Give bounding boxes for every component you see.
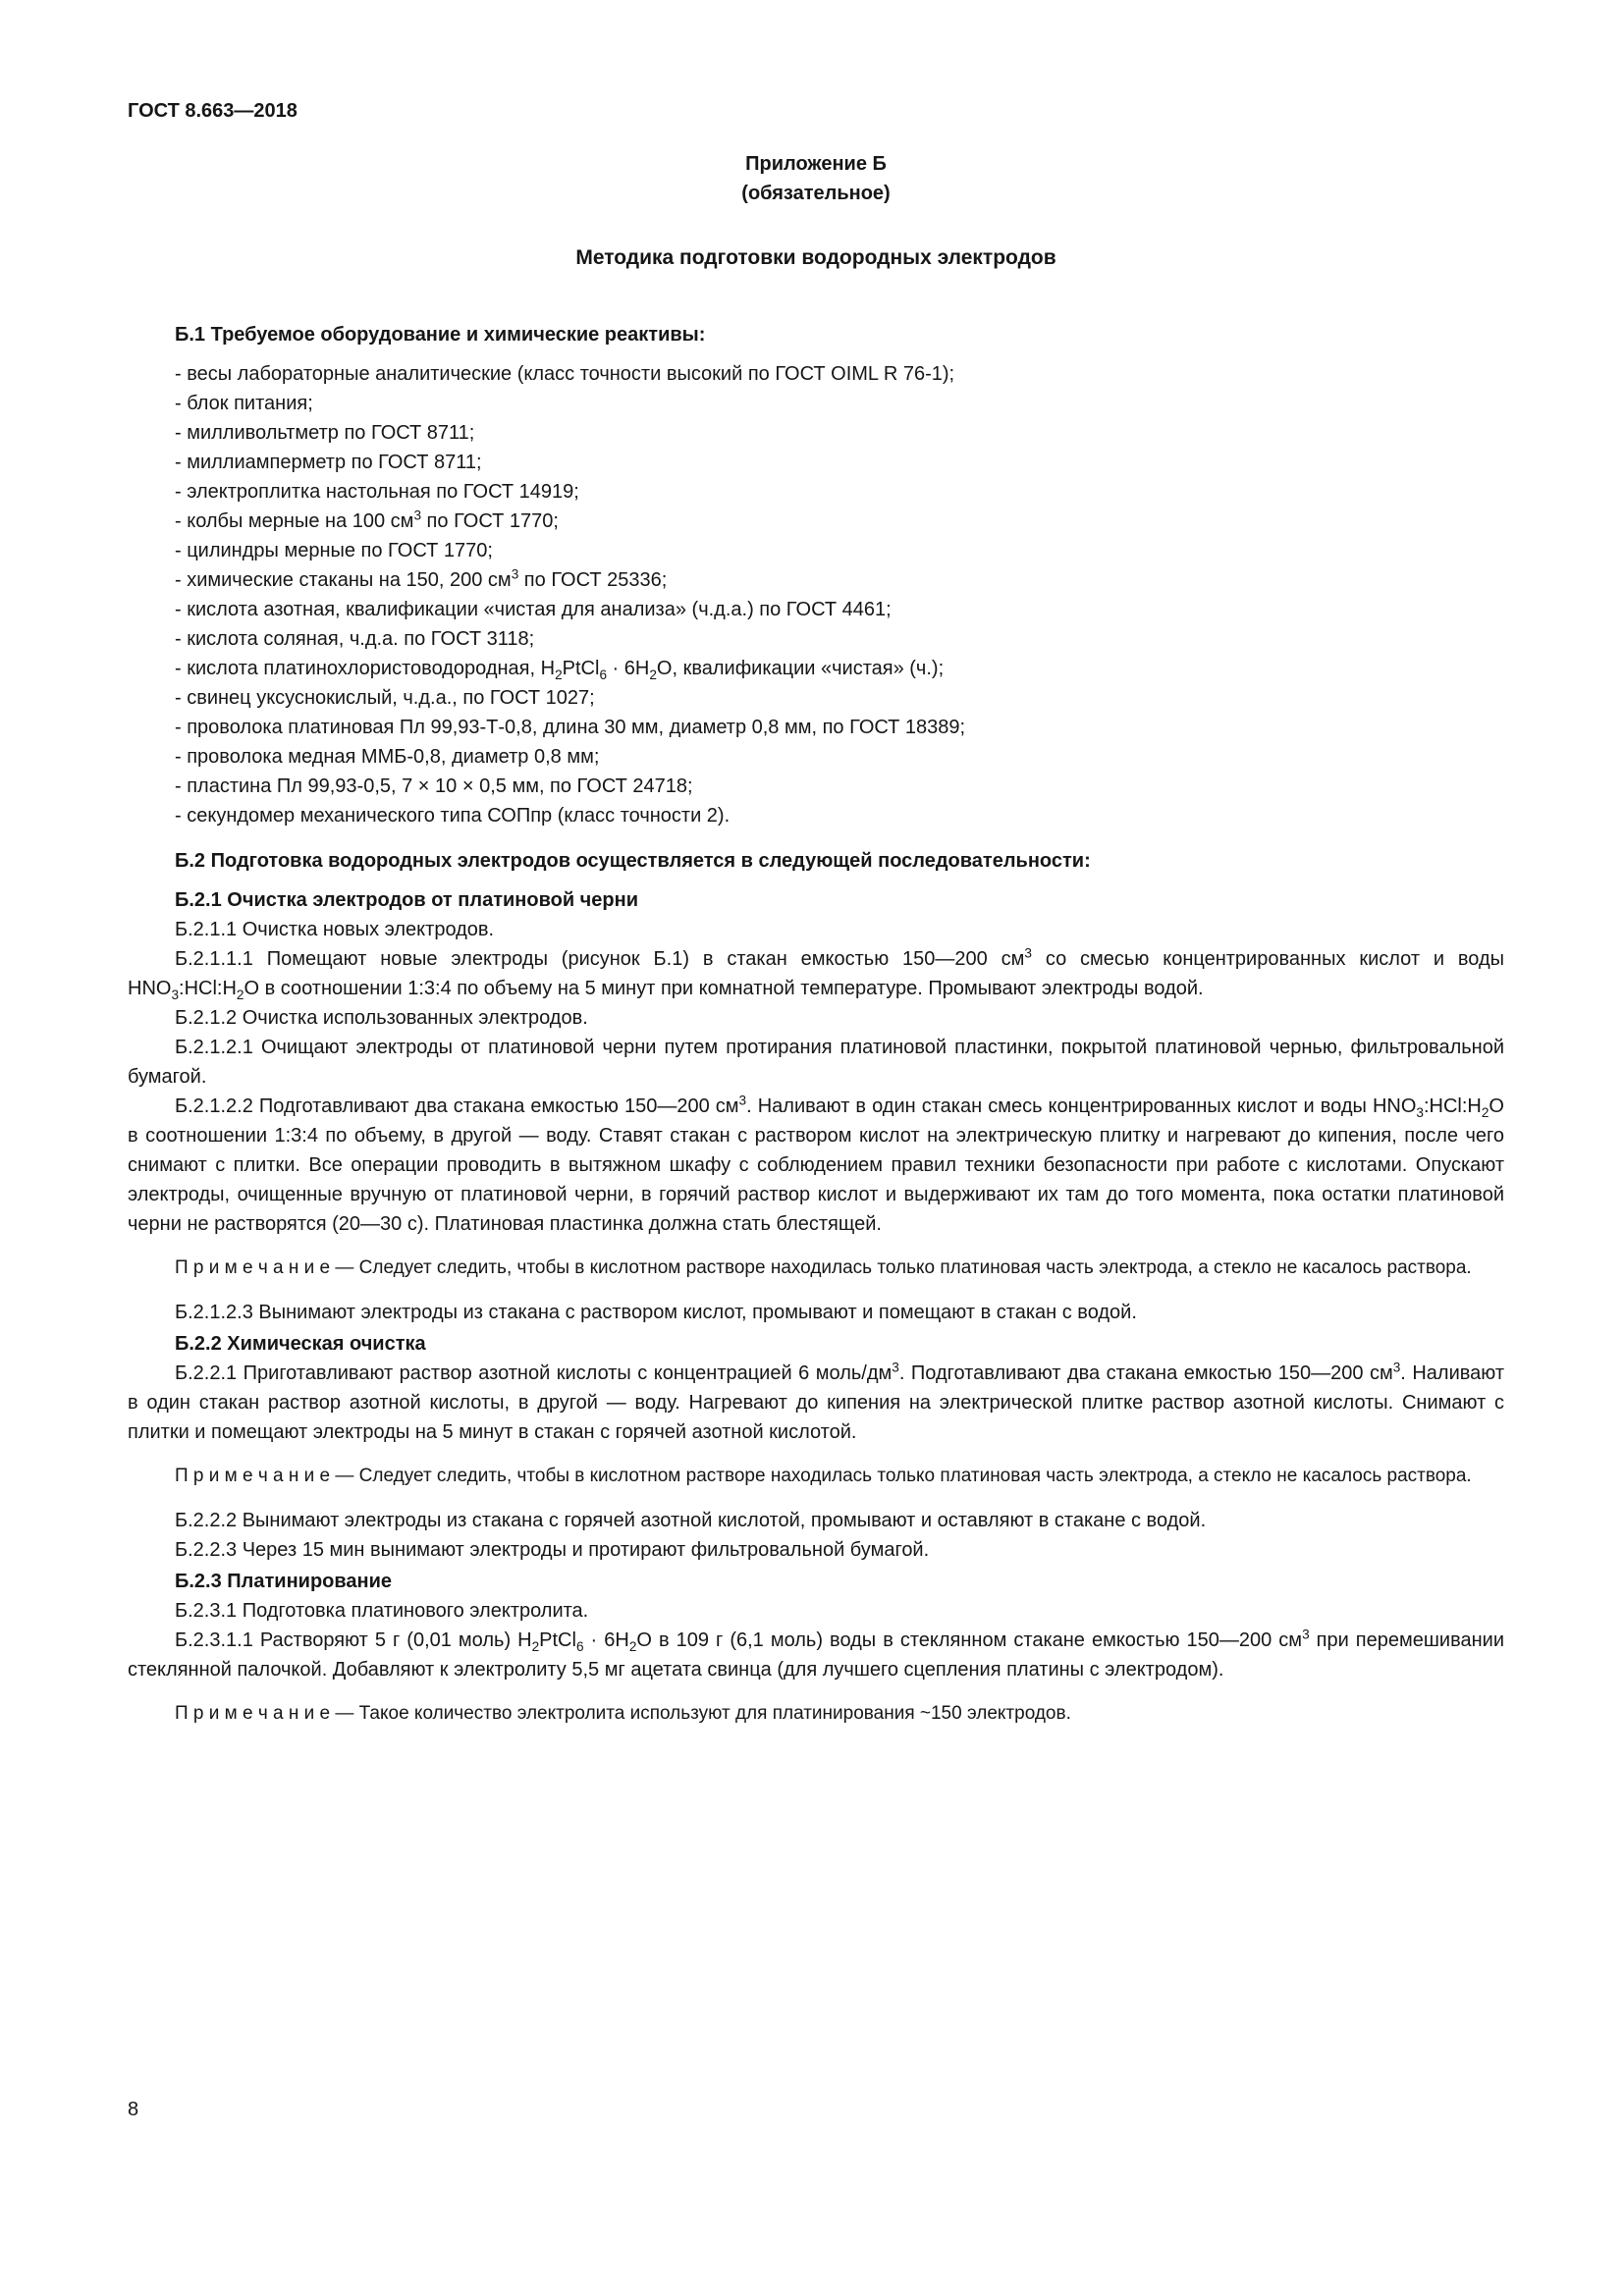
document-content — [128, 96, 1504, 1743]
equipment-item: - миллиамперметр по ГОСТ 8711; — [175, 452, 482, 473]
section-b1-heading: Б.1 Требуемое оборудование и химические реактивы: — [175, 324, 706, 346]
equipment-item: - кислота соляная, ч.д.а. по ГОСТ 3118; — [175, 628, 535, 650]
annex-title: Методика подготовки водородных электродов — [575, 246, 1056, 269]
paragraph-b2311: Б.2.3.1.1 Растворяют 5 г (0,01 моль) $H_2PtCl_6 \cdot 6H_2O$ в 109 г (6,1 моль) воды в стеклянном стакане емкостью 150—200 $см^3$ при перемешивании стеклянной палочкой. Добавляют к электролиту 5,5 мг ацетата свинца (для лучшего сцепления платины с электродом). — [128, 1627, 1505, 1681]
subsection-b23-heading: Б.2.3 Платинирование — [175, 1571, 393, 1592]
equipment-item: - кислота платинохлористоводородная, $H_2PtCl_6 \cdot 6H_2O$, квалификации «чистая» (ч.); — [175, 658, 945, 682]
equipment-item: - химические стаканы на 150, 200 $см^3$ по ГОСТ 25336; — [175, 566, 668, 591]
note-acid-solution-2: П р и м е ч а н и е — Следует следить, чтобы в кислотном растворе находилась только платиновая часть электрода, а стекло не касалось раствора. — [175, 1466, 1472, 1486]
equipment-item: - свинец уксуснокислый, ч.д.а., по ГОСТ 1027; — [175, 687, 595, 709]
paragraph-b221: Б.2.2.1 Приготавливают раствор азотной кислоты с концентрацией 6 моль/$дм^3$. Подготавливают два стакана емкостью 150—200 $см^3$. Наливают в один стакан раствор азотной кислоты, в другой — воду. Нагревают до кипения на электрической плитке раствор азотной кислоты. Снимают с плитки и помещают электроды на 5 минут в стакан с горячей азотной кислотой. — [128, 1360, 1505, 1443]
paragraph-b231: Б.2.3.1 Подготовка платинового электролита. — [175, 1600, 589, 1622]
paragraph-b2121: Б.2.1.2.1 Очищают электроды от платиновой черни путем протирания платиновой пластинки, покрытой платиновой чернью, фильтровальной бумагой. — [128, 1037, 1504, 1088]
annex-label: Приложение Б — [745, 153, 887, 175]
doc-number: ГОСТ 8.663—2018 — [128, 100, 298, 122]
equipment-item: - проволока платиновая Пл 99,93-Т-0,8, длина 30 мм, диаметр 0,8 мм, по ГОСТ 18389; — [175, 717, 966, 738]
equipment-item: - цилиндры мерные по ГОСТ 1770; — [175, 540, 493, 561]
section-b2-heading: Б.2 Подготовка водородных электродов осуществляется в следующей последовательности: — [175, 850, 1091, 872]
subsection-b22-heading: Б.2.2 Химическая очистка — [175, 1333, 426, 1355]
paragraph-b222: Б.2.2.2 Вынимают электроды из стакана с горячей азотной кислотой, промывают и оставляют в стакане с водой. — [175, 1510, 1207, 1531]
equipment-item: - секундомер механического типа СОПпр (класс точности 2). — [175, 805, 731, 827]
paragraph-b2122: Б.2.1.2.2 Подготавливают два стакана емкостью 150—200 $см^3$. Наливают в один стакан смесь концентрированных кислот и воды $HNO_3:HCl:H_2O$ в соотношении 1:3:4 по объему, в другой — воду. Ставят стакан с раствором кислот на электрическую плитку и нагревают до кипения, после чего снимают с плитки. Все операции проводить в вытяжном шкафу с соблюдением правил техники безопасности при работе с кислотами. Опускают электроды, очищенные вручную от платиновой черни, в горячий раствор кислот и выдерживают их там до того момента, пока остатки платиновой черни не растворятся (20—30 с). Платиновая пластинка должна стать блестящей. — [128, 1093, 1504, 1235]
equipment-item: - пластина Пл 99,93-0,5, 7 × 10 × 0,5 мм, по ГОСТ 24718; — [175, 775, 693, 797]
paragraph-b2111: Б.2.1.1.1 Помещают новые электроды (рисунок Б.1) в стакан емкостью 150—200 $см^3$ со смесью концентрированных кислот и воды $HNO_3:HCl:H_2O$ в соотношении 1:3:4 по объему на 5 минут при комнатной температуре. Промывают электроды водой. — [128, 945, 1505, 1002]
equipment-item: - проволока медная ММБ-0,8, диаметр 0,8 мм; — [175, 746, 600, 768]
equipment-item: - милливольтметр по ГОСТ 8711; — [175, 422, 475, 444]
paragraph-b2123: Б.2.1.2.3 Вынимают электроды из стакана с раствором кислот, промывают и помещают в стакан с водой. — [175, 1302, 1137, 1323]
equipment-item: - кислота азотная, квалификации «чистая для анализа» (ч.д.а.) по ГОСТ 4461; — [175, 599, 892, 620]
equipment-item: - весы лабораторные аналитические (класс точности высокий по ГОСТ OIML R 76-1); — [175, 363, 955, 385]
equipment-item: - электроплитка настольная по ГОСТ 14919; — [175, 481, 579, 503]
paragraph-b223: Б.2.2.3 Через 15 мин вынимают электроды и протирают фильтровальной бумагой. — [175, 1539, 930, 1561]
page-number: 8 — [128, 2099, 139, 2120]
equipment-item: - колбы мерные на 100 $см^3$ по ГОСТ 1770; — [175, 507, 559, 532]
equipment-list — [128, 359, 1504, 830]
annex-kind: (обязательное) — [741, 183, 891, 204]
paragraph-b211: Б.2.1.1 Очистка новых электродов. — [175, 919, 495, 940]
note-acid-solution-1: П р и м е ч а н и е — Следует следить, чтобы в кислотном растворе находилась только платиновая часть электрода, а стекло не касалось раствора. — [175, 1257, 1472, 1278]
paragraph-b212: Б.2.1.2 Очистка использованных электродов. — [175, 1007, 588, 1029]
note-electrolyte-quantity: П р и м е ч а н и е — Такое количество электролита используют для платинирования ~150 электродов. — [175, 1703, 1071, 1724]
equipment-item: - блок питания; — [175, 393, 313, 414]
subsection-b21-heading: Б.2.1 Очистка электродов от платиновой черни — [175, 889, 639, 911]
